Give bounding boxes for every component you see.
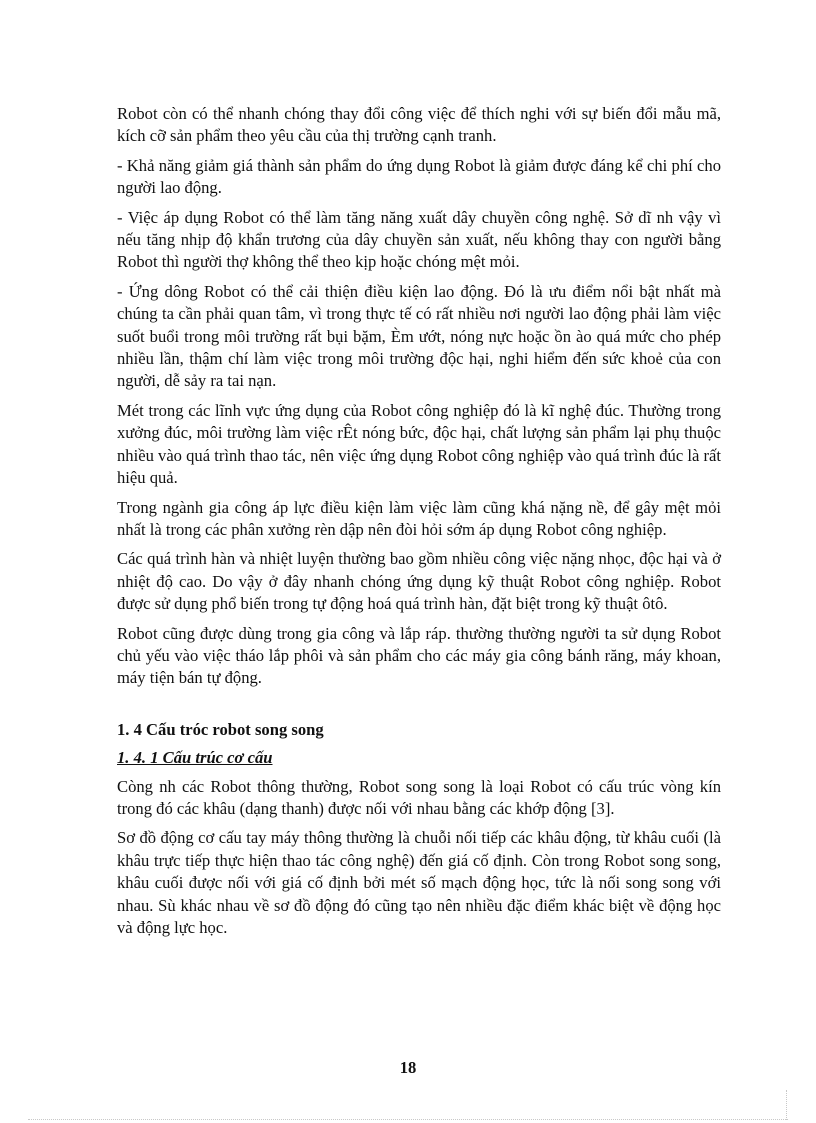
page-border-bottom: [28, 1119, 788, 1120]
paragraph: - Ứng dông Robot có thể cải thiện điều kiện lao động. Đó là ưu điểm nổi bật nhất mà chúng ta cần phải quan tâm, vì trong thực tế có rất nhiều nơi người lao động phải làm việc suốt buổi trong môi trường rất bụi bặm, Èm ướt, nóng nực hoặc ồn ào quá mức cho phép nhiều lần, thậm chí làm việc trong môi trường độc hại, nghi hiểm đến sức khoẻ của con người, dễ sảy ra tai nạn.: [117, 281, 721, 391]
paragraph: Robot còn có thể nhanh chóng thay đổi công việc để thích nghi với sự biến đổi mẫu mã, kích cỡ sản phẩm theo yêu cầu của thị trường cạnh tranh.: [117, 104, 721, 146]
paragraph: Trong ngành gia công áp lực điều kiện làm việc làm cũng khá nặng nề, để gây mệt mỏi nhất là trong các phân xưởng rèn dập nên đòi hỏi sớm áp dụng Robot công nghiệp.: [117, 497, 721, 539]
paragraph: - Việc áp dụng Robot có thể làm tăng năng xuất dây chuyền công nghệ. Sở dĩ nh vậy vì nếu tăng nhịp độ khẩn trương của dây chuyền sản xuất, nếu không thay con người bằng Robot thì người thợ không thể theo kịp hoặc chóng mệt mỏi.: [117, 207, 721, 272]
paragraph: - Khả năng giảm giá thành sản phẩm do ứng dụng Robot là giảm được đáng kể chi phí cho người lao động.: [117, 155, 721, 198]
page-body: [117, 103, 721, 946]
paragraph: Còng nh các Robot thông thường, Robot song song là loại Robot có cấu trúc vòng kín trong đó các khâu (dạng thanh) được nối với nhau bằng các khớp động [3].: [117, 776, 721, 818]
section-heading: 1. 4 Cấu tróc robot song song: [117, 719, 324, 739]
spacer: [117, 697, 721, 719]
page-border-right: [786, 1090, 787, 1120]
paragraph: Các quá trình hàn và nhiệt luyện thường bao gồm nhiều công việc nặng nhọc, độc hại và ở nhiệt độ cao. Do vậy ở đây nhanh chóng ứng dụng kỹ thuật Robot công nghiệp. Robot được sử dụng phổ biến trong tự động hoá quá trình hàn, đặt biệt trong kỹ thuật ôtô.: [117, 549, 721, 614]
paragraph: Robot cũng được dùng trong gia công và lắp ráp. thường thường người ta sử dụng Robot chủ yếu vào việc tháo lắp phôi và sản phẩm cho các máy gia công bánh răng, máy khoan, máy tiện bán tự động.: [117, 623, 721, 688]
paragraph: Mét trong các lĩnh vực ứng dụng của Robot công nghiệp đó là kĩ nghệ đúc. Thường trong xưởng đúc, môi trường làm việc rÊt nóng bức, độc hại, chất lượng sản phẩm lại phụ thuộc nhiều vào quá trình thao tác, nên việc ứng dụng Robot công nghiệp vào quá trình đúc là rất hiệu quả.: [117, 400, 721, 488]
subsection-heading: 1. 4. 1 Cấu trúc cơ cấu: [117, 748, 273, 768]
paragraph: Sơ đồ động cơ cấu tay máy thông thường là chuỗi nối tiếp các khâu động, từ khâu cuối (là khâu trực tiếp thực hiện thao tác công nghệ) đến giá cố định. Còn trong Robot song song, khâu cuối được nối với giá cố định bởi mét số mạch động học, tức là nối song song với nhau. Sù khác nhau về sơ đồ động đó cũng tạo nên nhiều đặc điểm khác biệt về động học và động lực học.: [117, 828, 721, 937]
page-number: 18: [399, 1058, 417, 1077]
